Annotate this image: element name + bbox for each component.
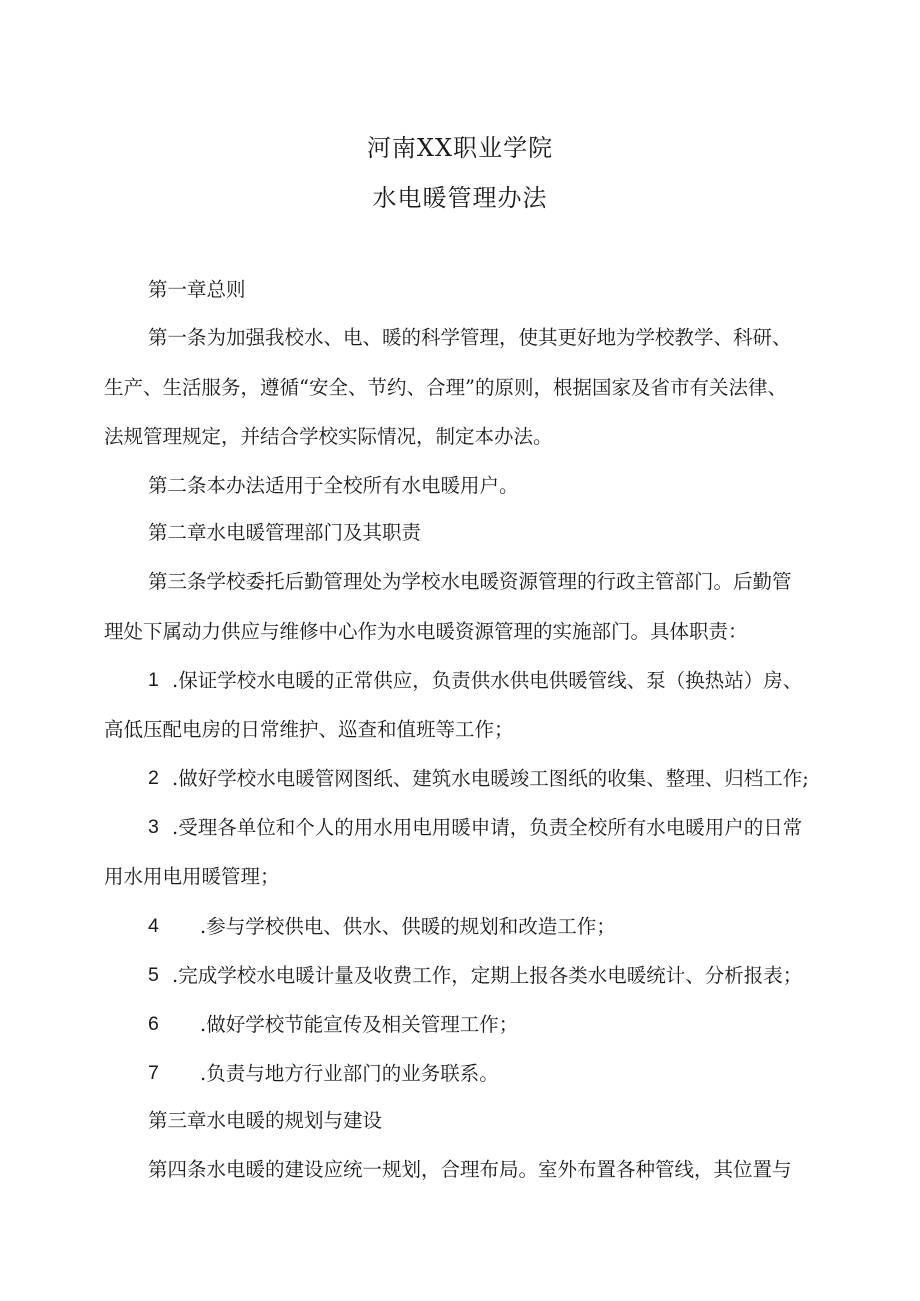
list-item-text: .参与学校供电、供水、供暖的规划和改造工作； xyxy=(200,915,616,938)
article-1-line-2: 生产、生活服务，遵循“安全、节约、合理”的原则，根据国家及省市有关法律、 xyxy=(104,376,787,399)
list-item-text: .做好学校水电暖管网图纸、建筑水电暖竣工图纸的收集、整理、归档工作; xyxy=(172,767,809,790)
list-item-text: .完成学校水电暖计量及收费工作，定期上报各类水电暖统计、分析报表； xyxy=(172,964,803,987)
chapter-1-heading: 第一章总则 xyxy=(148,278,246,301)
list-item-number: 4 xyxy=(148,915,159,937)
document-title-institution: 河南XX职业学院 xyxy=(366,134,554,162)
list-item-number: 2 xyxy=(148,767,159,789)
list-item-number: 6 xyxy=(148,1013,159,1035)
article-3-line-2: 理处下属动力供应与维修中心作为水电暖资源管理的实施部门。具体职责： xyxy=(104,620,748,643)
article-2: 第二条本办法适用于全校所有水电暖用户。 xyxy=(148,474,519,497)
chapter-3-heading: 第三章水电暖的规划与建设 xyxy=(148,1109,383,1132)
list-item-text-continued: 用水用电用暖管理； xyxy=(104,865,280,888)
article-4-line-1: 第四条水电暖的建设应统一规划，合理布局。室外布置各种管线，其位置与 xyxy=(148,1158,792,1181)
list-item-number: 5 xyxy=(148,964,159,986)
article-3-line-1: 第三条学校委托后勤管理处为学校水电暖资源管理的行政主管部门。后勤管 xyxy=(148,570,792,593)
list-item-text: .负责与地方行业部门的业务联系。 xyxy=(200,1062,499,1085)
chapter-2-heading: 第二章水电暖管理部门及其职责 xyxy=(148,521,422,544)
list-item-number: 1 xyxy=(148,669,159,691)
article-1-line-3: 法规管理规定，并结合学校实际情况，制定本办法。 xyxy=(104,425,553,448)
list-item-text: .做好学校节能宣传及相关管理工作； xyxy=(200,1013,519,1036)
list-item-text: .保证学校水电暖的正常供应，负责供水供电供暖管线、泵（换热站）房、 xyxy=(172,669,803,692)
list-item-text: .受理各单位和个人的用水用电用暖申请，负责全校所有水电暖用户的日常 xyxy=(172,816,803,839)
list-item-text-continued: 高低压配电房的日常维护、巡查和值班等工作； xyxy=(104,718,514,741)
list-item-number: 7 xyxy=(148,1062,159,1084)
document-title-regulation: 水电暖管理办法 xyxy=(372,184,548,212)
article-1-line-1: 第一条为加强我校水、电、暖的科学管理，使其更好地为学校教学、科研、 xyxy=(148,326,792,349)
list-item-number: 3 xyxy=(148,816,159,838)
